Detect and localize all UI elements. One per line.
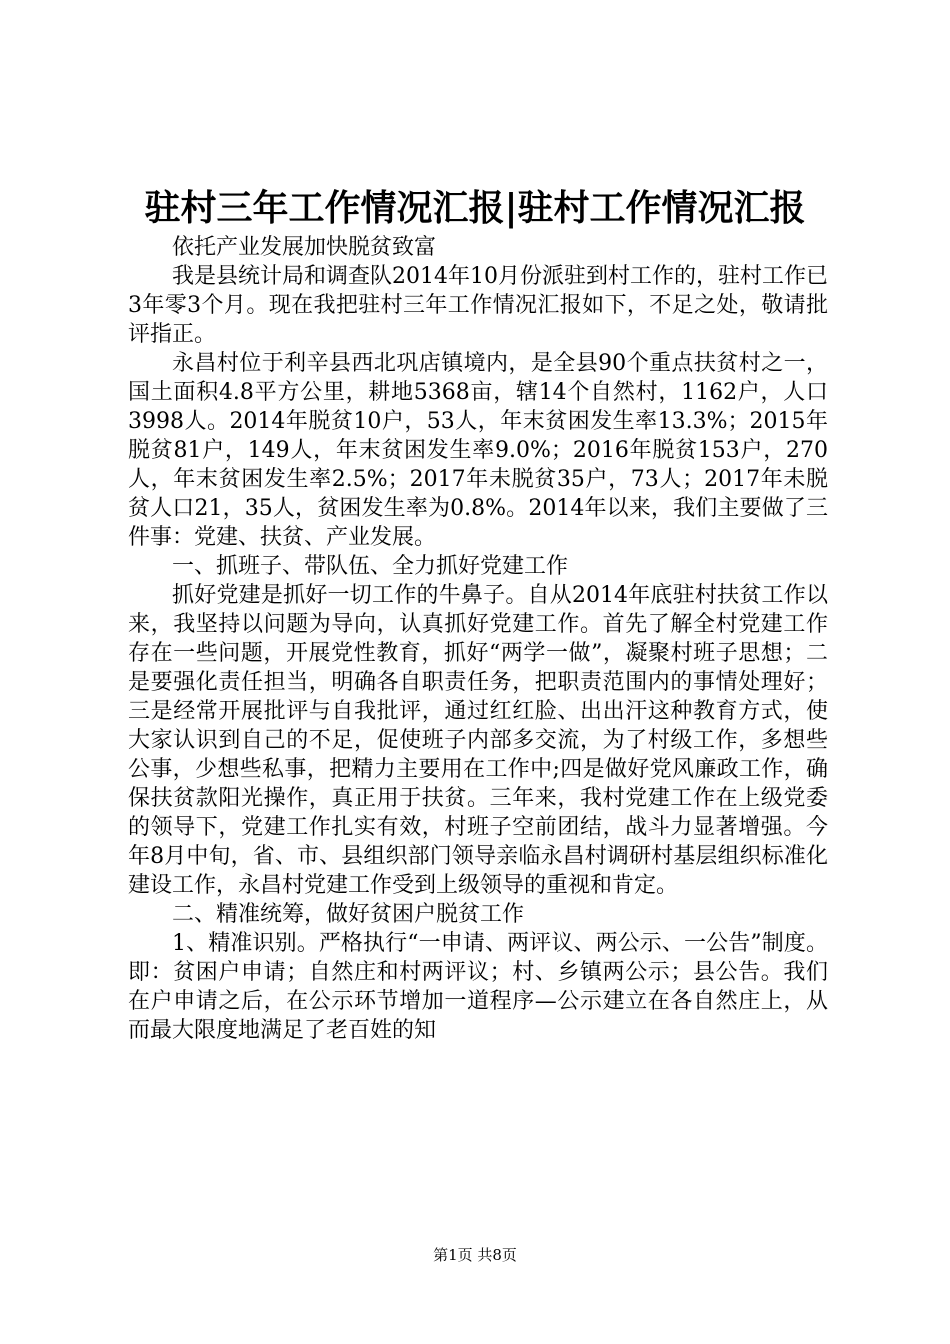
document-body bbox=[128, 233, 828, 1045]
paragraph-party-building: 抓好党建是抓好一切工作的牛鼻子。自从2014年底驻村扶贫工作以来，我坚持以问题为导向，认真抓好党建工作。首先了解全村党建工作存在一些问题，开展党性教育，抓好“两学一做”，凝聚村班子思想；二是要强化责任担当，明确各自职责任务，把职责范围内的事情处理好；三是经常开展批评与自我批评，通过红红脸、出出汗这种教育方式，使大家认识到自己的不足，促使班子内部多交流，为了村级工作，多想些公事，少想些私事，把精力主要用在工作中;四是做好党风廉政工作，确保扶贫款阳光操作，真正用于扶贫。三年来，我村党建工作在上级党委的领导下，党建工作扎实有效，村班子空前团结，战斗力显著增强。今年8月中旬，省、市、县组织部门领导亲临永昌村调研村基层组织标准化建设工作，永昌村党建工作受到上级领导的重视和肯定。 bbox=[128, 583, 828, 898]
paragraph-intro: 我是县统计局和调查队2014年10月份派驻到村工作的，驻村工作已3年零3个月。现在我把驻村三年工作情况汇报如下，不足之处，敬请批评指正。 bbox=[128, 264, 828, 347]
paragraph-precise-identification: 1、精准识别。严格执行“一申请、两评议、两公示、一公告”制度。即：贫困户申请；自然庄和村两评议；村、乡镇两公示；县公告。我们在户申请之后，在公示环节增加一道程序—公示建立在各自然庄上，从而最大限度地满足了老百姓的知 bbox=[128, 931, 828, 1043]
section-heading-poverty-relief: 二、精准统筹，做好贫困户脱贫工作 bbox=[172, 902, 525, 927]
page-footer: 第1页 共8页 bbox=[433, 1246, 517, 1264]
document-title: 驻村三年工作情况汇报|驻村工作情况汇报 bbox=[144, 187, 806, 229]
paragraph-village-overview: 永昌村位于利辛县西北巩店镇境内，是全县90个重点扶贫村之一，国土面积4.8平方公里，耕地5368亩，辖14个自然村，1162户，人口3998人。2014年脱贫10户，53人，年末贫困发生率13.3%；2015年脱贫81户，149人，年末贫困发生率9.0%；2016年脱贫153户，270人，年末贫困发生率2.5%；2017年未脱贫35户，73人；2017年未脱贫人口21，35人，贫困发生率为0.8%。2014年以来，我们主要做了三件事：党建、扶贫、产业发展。 bbox=[128, 351, 828, 550]
paragraph-subtitle: 依托产业发展加快脱贫致富 bbox=[172, 235, 437, 260]
section-heading-party-building: 一、抓班子、带队伍、全力抓好党建工作 bbox=[172, 554, 569, 579]
